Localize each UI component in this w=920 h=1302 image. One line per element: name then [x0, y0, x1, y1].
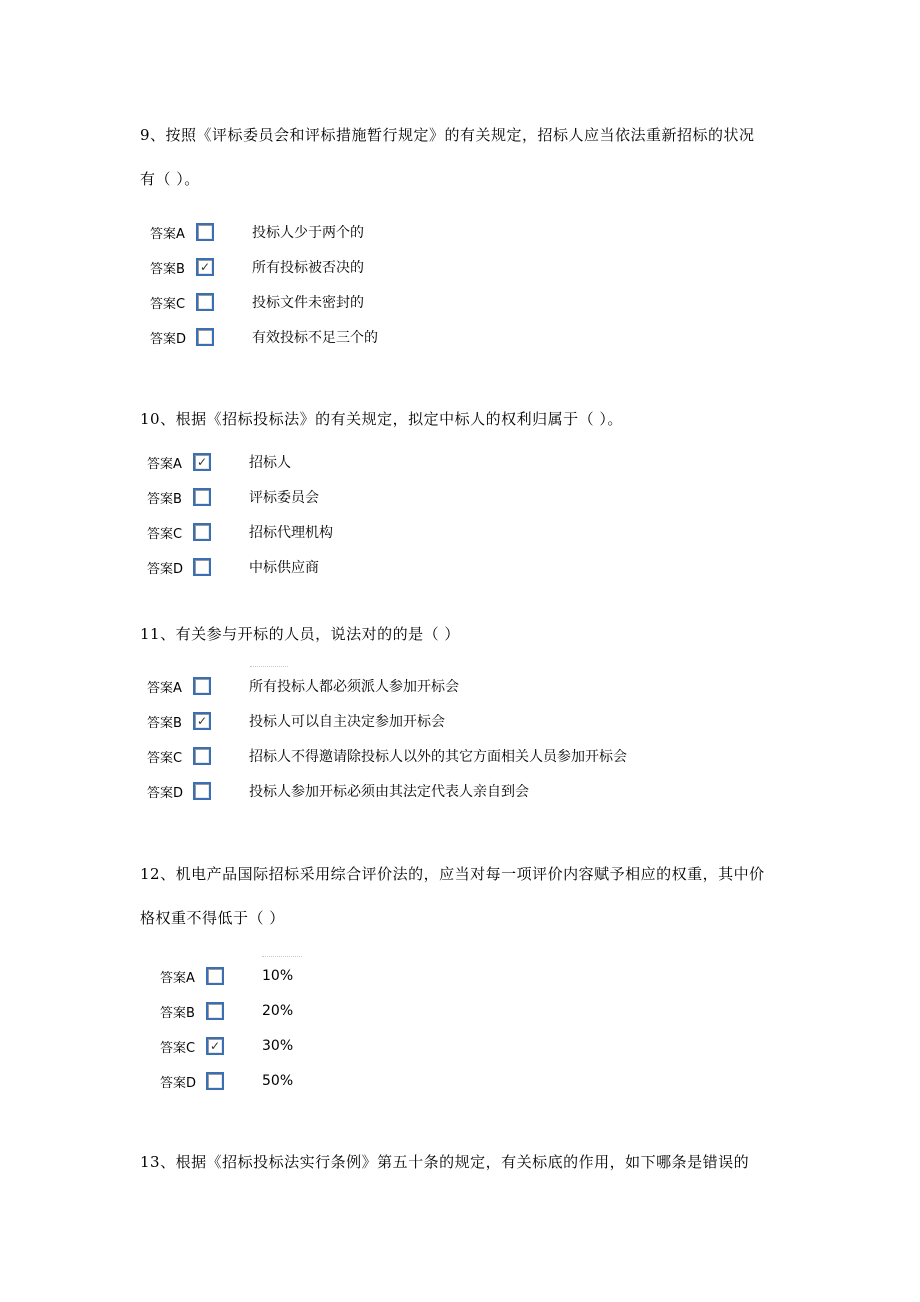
question-13-line-1: 13、根据《招标投标法实行条例》第五十条的规定，有关标底的作用，如下哪条是错误的	[140, 1153, 750, 1171]
q10-option-c[interactable]	[147, 520, 333, 544]
option-label: 答案A	[150, 226, 185, 242]
question-10	[140, 397, 800, 441]
option-label: 答案A	[160, 970, 195, 986]
unchecked-checkbox-icon[interactable]	[196, 293, 214, 311]
q11-option-b[interactable]	[147, 709, 445, 733]
option-label: 答案D	[150, 331, 187, 347]
question-12	[140, 852, 800, 940]
unchecked-checkbox-icon[interactable]	[193, 523, 211, 541]
option-text: 有效投标不足三个的	[252, 330, 378, 346]
q9-option-a[interactable]	[150, 220, 364, 244]
question-9	[140, 113, 800, 201]
option-text: 30%	[262, 1038, 294, 1054]
option-text: 评标委员会	[249, 490, 319, 506]
unchecked-checkbox-icon[interactable]	[206, 967, 224, 985]
question-13	[140, 1140, 800, 1184]
option-label: 答案B	[160, 1005, 195, 1021]
q9-option-c[interactable]	[150, 290, 364, 314]
option-text: 10%	[262, 968, 294, 984]
question-9-line-2: 有（ ）。	[140, 170, 200, 188]
option-label: 答案D	[147, 785, 184, 801]
unchecked-checkbox-icon[interactable]	[196, 328, 214, 346]
divider	[262, 956, 302, 958]
option-text: 招标人	[249, 455, 291, 471]
q10-option-a[interactable]	[147, 450, 291, 474]
option-label: 答案B	[150, 261, 185, 277]
option-label: 答案C	[160, 1040, 196, 1056]
question-11-line-1: 11、有关参与开标的人员，说法对的的是（ ）	[140, 625, 460, 643]
q12-option-b[interactable]	[160, 999, 293, 1023]
checked-checkbox-icon[interactable]: ✓	[196, 258, 214, 276]
option-label: 答案C	[147, 750, 183, 766]
checked-checkbox-icon[interactable]: ✓	[206, 1037, 224, 1055]
option-text: 50%	[262, 1073, 294, 1089]
divider	[250, 666, 288, 668]
option-text: 招标代理机构	[249, 525, 333, 541]
option-text: 投标人可以自主决定参加开标会	[249, 714, 445, 730]
q10-option-d[interactable]	[147, 555, 319, 579]
option-text: 投标人参加开标必须由其法定代表人亲自到会	[249, 784, 529, 800]
unchecked-checkbox-icon[interactable]	[193, 558, 211, 576]
q11-option-d[interactable]	[147, 779, 529, 803]
q9-option-d[interactable]	[150, 325, 378, 349]
unchecked-checkbox-icon[interactable]	[193, 488, 211, 506]
option-text: 所有投标被否决的	[252, 260, 364, 276]
q11-option-a[interactable]	[147, 674, 459, 698]
unchecked-checkbox-icon[interactable]	[193, 677, 211, 695]
option-label: 答案D	[160, 1075, 197, 1091]
option-text: 所有投标人都必须派人参加开标会	[249, 679, 459, 695]
question-11	[140, 612, 800, 656]
unchecked-checkbox-icon[interactable]	[206, 1072, 224, 1090]
unchecked-checkbox-icon[interactable]	[196, 223, 214, 241]
question-9-line-1: 9、按照《评标委员会和评标措施暂行规定》的有关规定，招标人应当依法重新招标的状况	[140, 126, 755, 144]
option-label: 答案A	[147, 456, 182, 472]
unchecked-checkbox-icon[interactable]	[193, 747, 211, 765]
option-label: 答案D	[147, 561, 184, 577]
q12-option-d[interactable]	[160, 1069, 293, 1093]
option-label: 答案C	[147, 526, 183, 542]
option-text: 招标人不得邀请除投标人以外的其它方面相关人员参加开标会	[249, 749, 627, 765]
q11-option-c[interactable]	[147, 744, 627, 768]
option-label: 答案A	[147, 680, 182, 696]
option-text: 20%	[262, 1003, 294, 1019]
checked-checkbox-icon[interactable]: ✓	[193, 712, 211, 730]
option-text: 中标供应商	[249, 560, 319, 576]
option-label: 答案B	[147, 491, 182, 507]
checked-checkbox-icon[interactable]: ✓	[193, 453, 211, 471]
option-label: 答案C	[150, 296, 186, 312]
q12-option-a[interactable]	[160, 964, 293, 988]
unchecked-checkbox-icon[interactable]	[206, 1002, 224, 1020]
q9-option-b[interactable]	[150, 255, 364, 279]
question-10-line-1: 10、根据《招标投标法》的有关规定，拟定中标人的权利归属于（ ）。	[140, 410, 623, 428]
q10-option-b[interactable]	[147, 485, 319, 509]
option-text: 投标文件未密封的	[252, 295, 364, 311]
option-text: 投标人少于两个的	[252, 225, 364, 241]
question-12-line-1: 12、机电产品国际招标采用综合评价法的，应当对每一项评价内容赋予相应的权重，其中价	[140, 865, 765, 883]
question-12-line-2: 格权重不得低于（ ）	[140, 909, 285, 927]
q12-option-c[interactable]	[160, 1034, 293, 1058]
option-label: 答案B	[147, 715, 182, 731]
unchecked-checkbox-icon[interactable]	[193, 782, 211, 800]
